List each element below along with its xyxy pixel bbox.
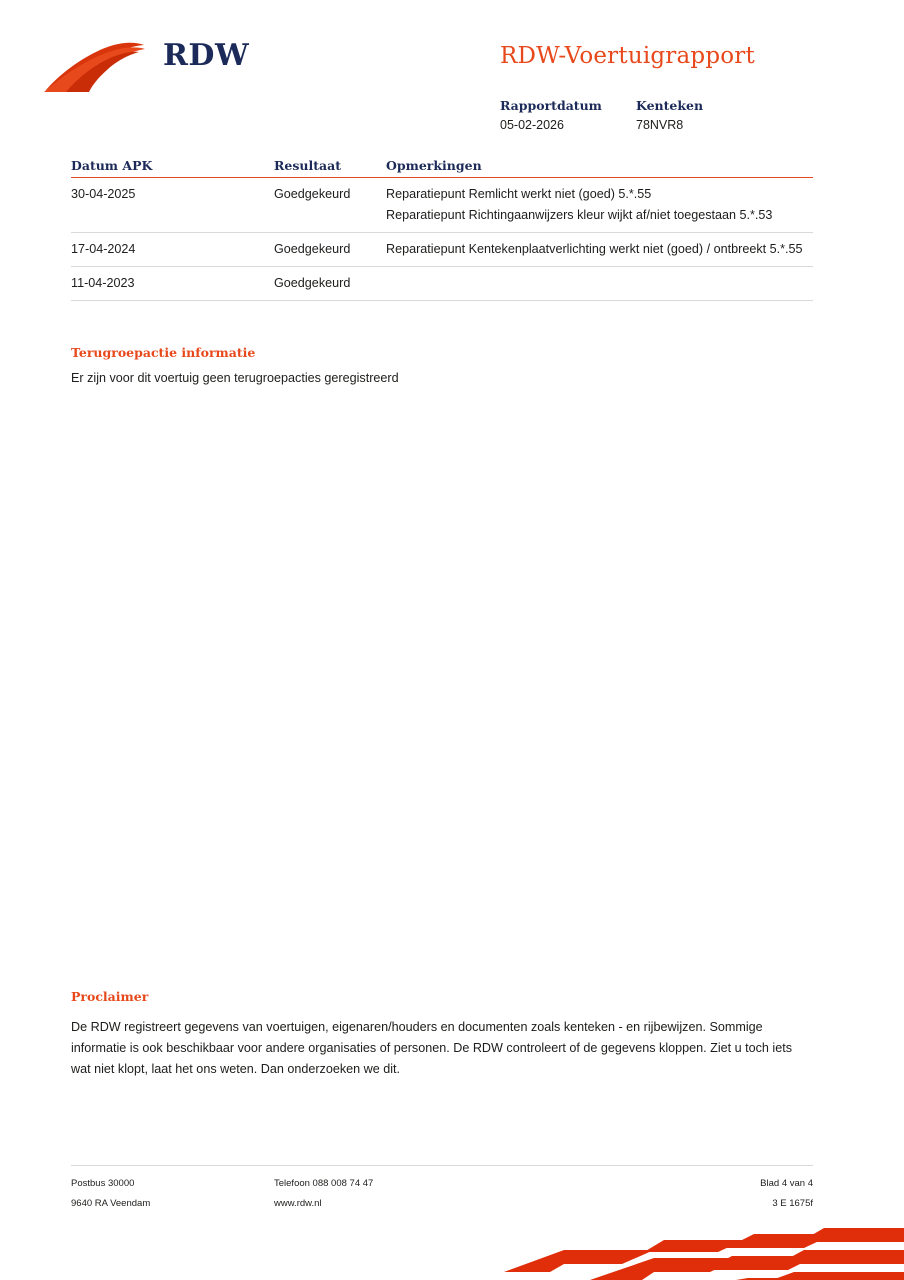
apk-remark-line: Reparatiepunt Kentekenplaatverlichting werkt niet (goed) / ontbreekt 5.*.55 bbox=[386, 242, 803, 256]
footer-website[interactable]: www.rdw.nl bbox=[274, 1198, 322, 1209]
rdw-footer-graphic-icon bbox=[504, 1220, 904, 1280]
document-header bbox=[0, 0, 904, 150]
license-plate-label: Kenteken bbox=[636, 98, 704, 113]
report-meta bbox=[500, 97, 860, 136]
footer-address-1: Postbus 30000 bbox=[71, 1178, 135, 1189]
apk-remark-line: Reparatiepunt Remlicht werkt niet (goed) 5.*.55 bbox=[386, 187, 652, 201]
rdw-arrow-logo-icon bbox=[44, 42, 156, 94]
apk-row-remarks bbox=[386, 184, 813, 226]
apk-remark-line: Reparatiepunt Richtingaanwijzers kleur wijkt af/niet toegestaan 5.*.53 bbox=[386, 208, 773, 222]
footer-phone: Telefoon 088 008 74 47 bbox=[274, 1178, 374, 1189]
apk-row-date: 30-04-2025 bbox=[71, 187, 136, 201]
table-row bbox=[71, 178, 813, 233]
apk-table-header-row bbox=[71, 158, 813, 178]
footer-address-2: 9640 RA Veendam bbox=[71, 1198, 151, 1209]
apk-header-result: Resultaat bbox=[274, 158, 341, 173]
apk-row-date: 17-04-2024 bbox=[71, 242, 136, 256]
document-footer bbox=[71, 1165, 813, 1214]
apk-header-remarks: Opmerkingen bbox=[386, 158, 482, 173]
license-plate-value: 78NVR8 bbox=[636, 118, 684, 132]
apk-row-result: Goedgekeurd bbox=[274, 276, 351, 290]
apk-row-result: Goedgekeurd bbox=[274, 242, 351, 256]
apk-row-result: Goedgekeurd bbox=[274, 187, 351, 201]
rdw-wordmark: RDW bbox=[163, 38, 250, 73]
apk-history-table bbox=[71, 158, 813, 301]
footer-line-1 bbox=[71, 1174, 813, 1194]
report-date-label: Rapportdatum bbox=[500, 98, 602, 113]
proclaimer-section-body: De RDW registreert gegevens van voertuigen, eigenaren/houders en documenten zoals kenteken - en rijbewijzen. Sommige informatie is ook beschikbaar voor andere organisaties of personen. De RDW controleert of de gegevens kloppen. Ziet u toch iets wat niet klopt, laat het ons weten. Dan onderzoeken we dit. bbox=[71, 1020, 793, 1076]
recall-section-body: Er zijn voor dit voertuig geen terugroepacties geregistreerd bbox=[71, 371, 399, 385]
apk-row-date: 11-04-2023 bbox=[71, 276, 135, 290]
report-date-value: 05-02-2026 bbox=[500, 118, 564, 132]
footer-form-code: 3 E 1675f bbox=[772, 1198, 813, 1209]
table-row bbox=[71, 267, 813, 301]
recall-section-title: Terugroepactie informatie bbox=[71, 345, 256, 360]
recall-information-section bbox=[71, 345, 813, 389]
report-meta-values bbox=[500, 115, 860, 136]
footer-page-number: Blad 4 van 4 bbox=[760, 1178, 813, 1189]
proclaimer-section-title: Proclaimer bbox=[71, 989, 149, 1004]
table-row bbox=[71, 233, 813, 267]
apk-header-date: Datum APK bbox=[71, 158, 153, 173]
apk-row-remarks bbox=[386, 239, 813, 260]
report-meta-labels bbox=[500, 97, 860, 115]
proclaimer-section bbox=[71, 989, 813, 1080]
footer-line-2 bbox=[71, 1194, 813, 1214]
page-title: RDW-Voertuigrapport bbox=[500, 43, 755, 69]
